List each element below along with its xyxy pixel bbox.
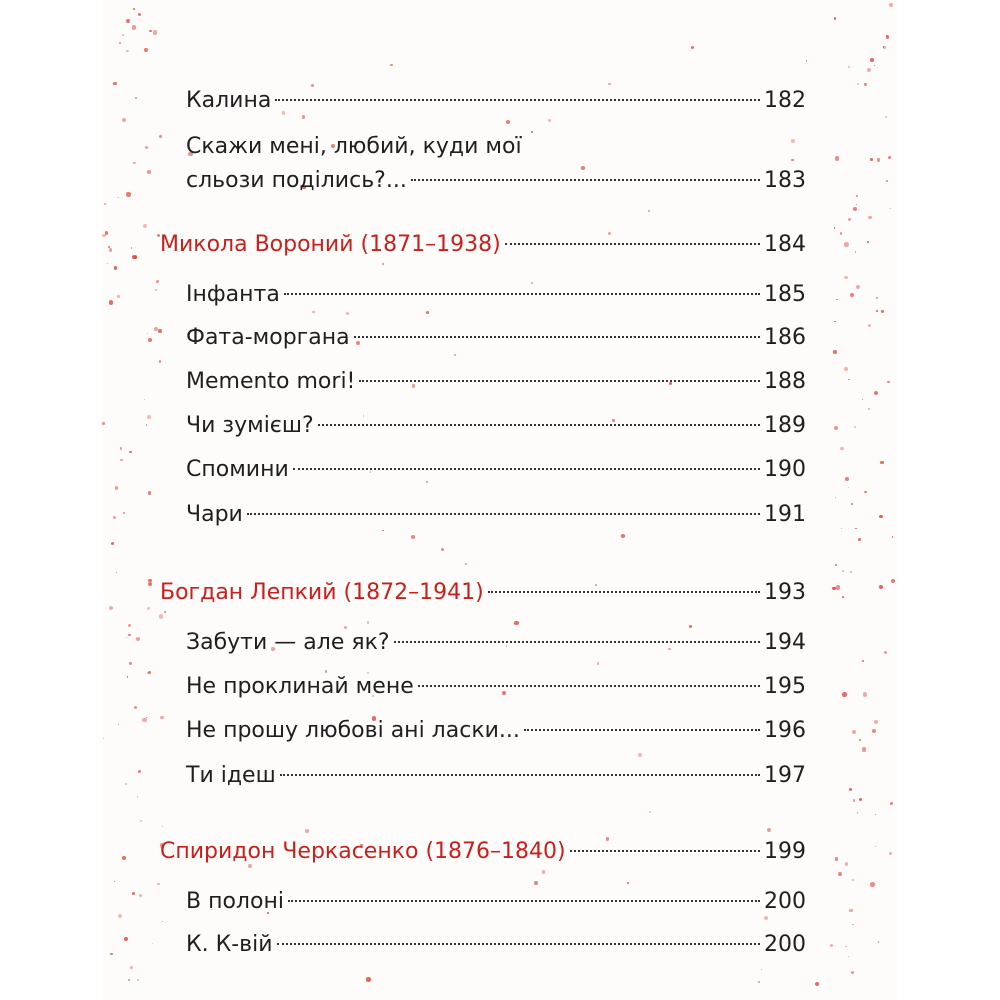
- entry-page-number: 197: [764, 763, 806, 788]
- toc-entry-infanta: [186, 280, 806, 310]
- entry-title: Ти ідеш: [186, 763, 276, 788]
- dot-leader: [275, 99, 760, 101]
- toc-author-cherkasenko: [160, 837, 806, 867]
- toc-entry-chary: [186, 500, 806, 530]
- entry-page-number: 200: [764, 932, 806, 957]
- book-page: [102, 0, 898, 1000]
- entry-page-number: 183: [764, 168, 806, 193]
- entry-page-number: 182: [764, 88, 806, 113]
- dot-leader: [293, 468, 760, 470]
- toc-author-voronyi: [160, 230, 806, 260]
- entry-title: Не проклинай мене: [186, 674, 414, 699]
- entry-page-number: 190: [764, 457, 806, 482]
- entry-title: К. К-вій: [186, 932, 273, 957]
- toc-author-lepkyi: [160, 578, 806, 608]
- toc-entry-zabuty: [186, 628, 806, 658]
- entry-page-number: 200: [764, 889, 806, 914]
- entry-title: Memento mori!: [186, 369, 356, 394]
- dot-leader: [318, 424, 760, 426]
- author-heading: Спиридон Черкасенко (1876–1840): [160, 839, 566, 864]
- dot-leader: [277, 943, 760, 945]
- toc-entry-skazhy-meni: [186, 130, 806, 198]
- toc-entry-v-poloni: [186, 887, 806, 917]
- dot-leader: [359, 380, 760, 382]
- entry-page-number: 189: [764, 413, 806, 438]
- entry-page-number: 188: [764, 369, 806, 394]
- entry-title: Не прошу любові ані ласки...: [186, 718, 520, 743]
- dot-leader: [418, 685, 760, 687]
- entry-page-number: 186: [764, 325, 806, 350]
- dot-leader: [524, 729, 760, 731]
- table-of-contents: [102, 0, 898, 1000]
- dot-leader: [288, 900, 760, 902]
- entry-title: Інфанта: [186, 282, 280, 307]
- entry-title: Чари: [186, 502, 243, 527]
- toc-entry-ne-proshu: [186, 716, 806, 746]
- toc-entry-chy-zumiesh: [186, 411, 806, 441]
- toc-entry-memento-mori: [186, 367, 806, 397]
- entry-title: Спомини: [186, 457, 289, 482]
- author-heading: Богдан Лепкий (1872–1941): [160, 580, 484, 605]
- entry-page-number: 185: [764, 282, 806, 307]
- entry-page-number: 195: [764, 674, 806, 699]
- dot-leader: [411, 179, 760, 181]
- entry-title-line2: сльози поділись?...: [186, 168, 407, 193]
- dot-leader: [394, 641, 760, 643]
- entry-page-number: 191: [764, 502, 806, 527]
- entry-title: Чи зумієш?: [186, 413, 314, 438]
- toc-entry-k-kvii: [186, 930, 806, 960]
- entry-page-number: 194: [764, 630, 806, 655]
- entry-title: Калина: [186, 88, 272, 113]
- toc-entry-spomyny: [186, 455, 806, 485]
- dot-leader: [505, 243, 760, 245]
- dot-leader: [354, 336, 760, 338]
- dot-leader: [570, 850, 760, 852]
- dot-leader: [488, 591, 760, 593]
- dot-leader: [280, 774, 760, 776]
- entry-title: В полоні: [186, 889, 284, 914]
- entry-title-line1: Скажи мені, любий, куди мої: [186, 134, 522, 159]
- dot-leader: [284, 293, 760, 295]
- toc-entry-ne-proklynai: [186, 672, 806, 702]
- entry-page-number: 199: [764, 839, 806, 864]
- entry-title: Фата-моргана: [186, 325, 350, 350]
- entry-title: Забути — але як?: [186, 630, 390, 655]
- entry-page-number: 184: [764, 232, 806, 257]
- toc-entry-ty-idesh: [186, 761, 806, 791]
- toc-entry-kalyna: [186, 86, 806, 116]
- author-heading: Микола Вороний (1871–1938): [160, 232, 501, 257]
- toc-entry-fata-morgana: [186, 323, 806, 353]
- entry-page-number: 196: [764, 718, 806, 743]
- dot-leader: [247, 513, 760, 515]
- entry-page-number: 193: [764, 580, 806, 605]
